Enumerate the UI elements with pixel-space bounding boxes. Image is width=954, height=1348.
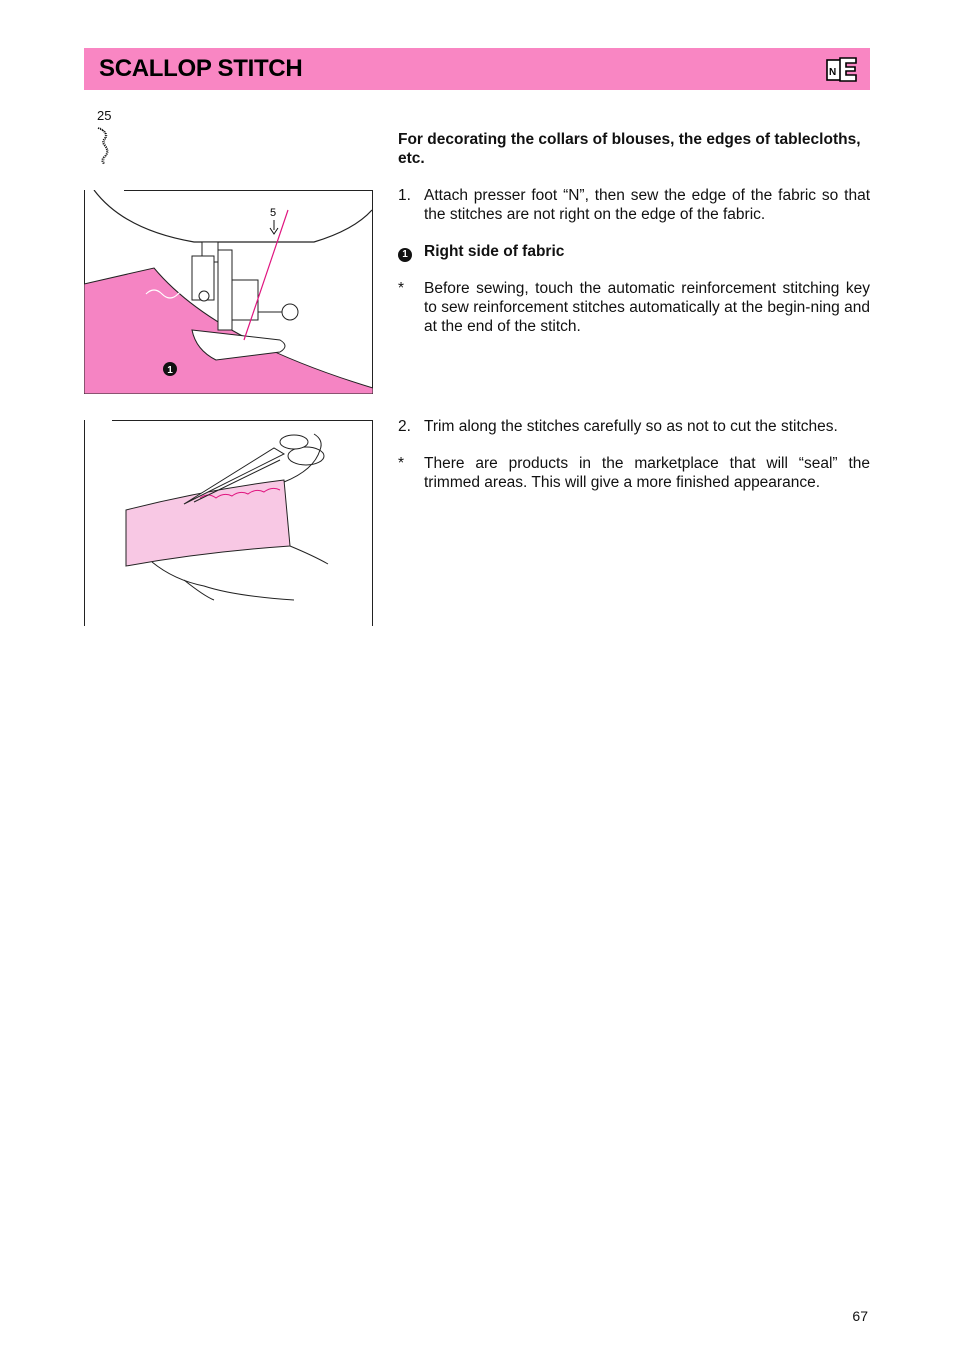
page-title: SCALLOP STITCH bbox=[99, 55, 303, 82]
presser-foot-illustration bbox=[84, 190, 373, 394]
callout-1: 1 bbox=[167, 365, 173, 376]
section-header bbox=[84, 48, 870, 90]
foot-letter: N bbox=[829, 67, 837, 78]
note-text: Before sewing, touch the automatic reinforcement stitching key to sew reinforcement stitches automatically at the begin-ning and at the end of the stitch. bbox=[424, 280, 870, 335]
step-number: 2. bbox=[398, 418, 411, 435]
intro-text: For decorating the collars of blouses, the edges of tablecloths, etc. bbox=[398, 131, 861, 167]
page-number: 67 bbox=[852, 1308, 868, 1324]
needle-position-label: 5 bbox=[270, 207, 277, 219]
callout-legend bbox=[398, 242, 870, 261]
note-2 bbox=[398, 454, 870, 492]
note-marker: * bbox=[398, 455, 405, 472]
step-1 bbox=[398, 186, 870, 224]
note-marker: * bbox=[398, 280, 405, 297]
stitch-number: 25 bbox=[97, 108, 112, 123]
note-1 bbox=[398, 279, 870, 336]
callout-text: Right side of fabric bbox=[424, 243, 565, 260]
trimming-illustration bbox=[84, 420, 373, 626]
callout-marker: 1 bbox=[398, 242, 412, 262]
step-text: Attach presser foot “N”, then sew the edge of the fabric so that the stitches are not right on the edge of the fabric. bbox=[424, 187, 870, 223]
step-2 bbox=[398, 417, 870, 436]
step-text: Trim along the stitches carefully so as not to cut the stitches. bbox=[424, 418, 838, 435]
scallop-stitch-icon bbox=[96, 126, 112, 166]
note-text: There are products in the marketplace that will “seal” the trimmed areas. This will give a more finished appearance. bbox=[424, 455, 870, 491]
presser-foot-n-icon bbox=[826, 54, 858, 84]
step-number: 1. bbox=[398, 187, 411, 204]
